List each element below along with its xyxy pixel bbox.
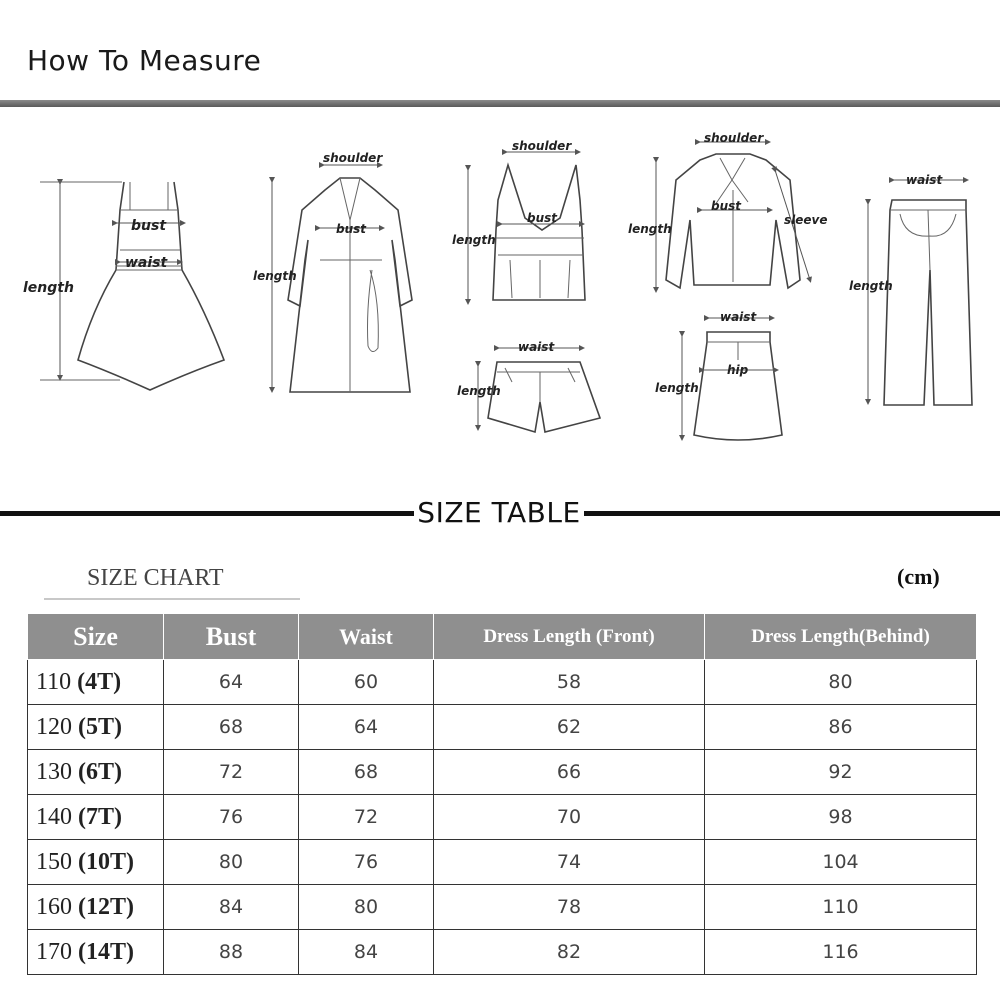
size-chart-underline [44, 598, 300, 600]
dress-length-behind-cell: 80 [705, 660, 977, 705]
size-table-rule-left [0, 511, 414, 516]
size-age: (6T) [78, 758, 122, 785]
column-header-dress-length-behind: Dress Length(Behind) [705, 614, 977, 660]
size-cell [28, 705, 164, 750]
bust-cell: 76 [164, 795, 299, 840]
column-header-size: Size [28, 614, 164, 660]
column-header-dress-length-front: Dress Length (Front) [434, 614, 705, 660]
table-row [28, 840, 977, 885]
size-age: (5T) [78, 713, 122, 740]
dress-length-front-cell: 66 [434, 750, 705, 795]
dress-length-label: length [23, 280, 74, 296]
dress-length-front-cell: 62 [434, 705, 705, 750]
size-cell [28, 795, 164, 840]
unit-label: (cm) [897, 564, 940, 589]
dress-length-front-cell: 78 [434, 885, 705, 930]
page-title: How To Measure [27, 44, 262, 77]
table-row [28, 930, 977, 975]
bust-cell: 84 [164, 885, 299, 930]
bust-cell: 80 [164, 840, 299, 885]
coat-diagram [253, 151, 412, 392]
size-cell [28, 930, 164, 975]
size-number: 170 [36, 938, 72, 965]
dress-length-behind-cell: 98 [705, 795, 977, 840]
blouse-diagram [628, 131, 828, 290]
waist-cell: 68 [299, 750, 434, 795]
top-shoulder-label: shoulder [512, 139, 572, 153]
size-table-title: SIZE TABLE [417, 496, 581, 529]
dress-length-behind-cell: 116 [705, 930, 977, 975]
size-age: (14T) [78, 938, 134, 965]
blouse-shoulder-label: shoulder [704, 131, 764, 145]
size-table-rule-right [584, 511, 1000, 516]
column-header-waist: Waist [299, 614, 434, 660]
waist-cell: 84 [299, 930, 434, 975]
size-age: (4T) [77, 668, 122, 695]
waist-cell: 64 [299, 705, 434, 750]
waist-cell: 76 [299, 840, 434, 885]
size-cell [28, 750, 164, 795]
skirt-hip-label: hip [727, 363, 749, 377]
dress-length-behind-cell: 92 [705, 750, 977, 795]
column-header-bust: Bust [164, 614, 299, 660]
size-cell [28, 885, 164, 930]
size-chart-table [27, 613, 977, 975]
coat-length-label: length [253, 269, 297, 283]
table-row [28, 795, 977, 840]
dress-length-front-cell: 70 [434, 795, 705, 840]
size-age: (10T) [78, 848, 134, 875]
bust-cell: 68 [164, 705, 299, 750]
size-number: 140 [36, 803, 72, 830]
table-row [28, 705, 977, 750]
coat-bust-label: bust [336, 222, 367, 236]
dress-bust-label: bust [131, 218, 167, 234]
waist-cell: 80 [299, 885, 434, 930]
size-age: (7T) [78, 803, 122, 830]
bust-cell: 72 [164, 750, 299, 795]
blouse-bust-label: bust [711, 199, 742, 213]
top-bust-label: bust [527, 211, 558, 225]
blouse-sleeve-label: sleeve [784, 213, 828, 227]
measurement-illustrations [0, 110, 1000, 490]
size-number: 150 [36, 848, 72, 875]
size-number: 110 [36, 668, 72, 695]
size-number: 120 [36, 713, 72, 740]
dress-length-behind-cell: 104 [705, 840, 977, 885]
size-number: 160 [36, 893, 72, 920]
dress-length-front-cell: 82 [434, 930, 705, 975]
size-age: (12T) [78, 893, 134, 920]
header-divider [0, 100, 1000, 107]
table-row [28, 750, 977, 795]
shorts-length-label: length [457, 384, 501, 398]
coat-shoulder-label: shoulder [323, 151, 383, 165]
skirt-waist-label: waist [720, 310, 757, 324]
top-diagram [452, 139, 585, 302]
table-header-row [28, 614, 977, 660]
skirt-diagram [655, 310, 782, 440]
dress-length-behind-cell: 110 [705, 885, 977, 930]
dress-length-front-cell: 74 [434, 840, 705, 885]
size-chart-label: SIZE CHART [87, 565, 224, 591]
table-row [28, 885, 977, 930]
dress-diagram [23, 182, 224, 390]
size-cell [28, 660, 164, 705]
bust-cell: 64 [164, 660, 299, 705]
shorts-diagram [457, 340, 600, 432]
shorts-waist-label: waist [518, 340, 555, 354]
dress-length-front-cell: 58 [434, 660, 705, 705]
pants-diagram [849, 173, 972, 405]
size-cell [28, 840, 164, 885]
dress-waist-label: waist [125, 255, 168, 271]
top-length-label: length [452, 233, 496, 247]
skirt-length-label: length [655, 381, 699, 395]
waist-cell: 72 [299, 795, 434, 840]
size-number: 130 [36, 758, 72, 785]
blouse-length-label: length [628, 222, 672, 236]
pants-waist-label: waist [906, 173, 943, 187]
dress-length-behind-cell: 86 [705, 705, 977, 750]
table-row [28, 660, 977, 705]
bust-cell: 88 [164, 930, 299, 975]
waist-cell: 60 [299, 660, 434, 705]
pants-length-label: length [849, 279, 893, 293]
